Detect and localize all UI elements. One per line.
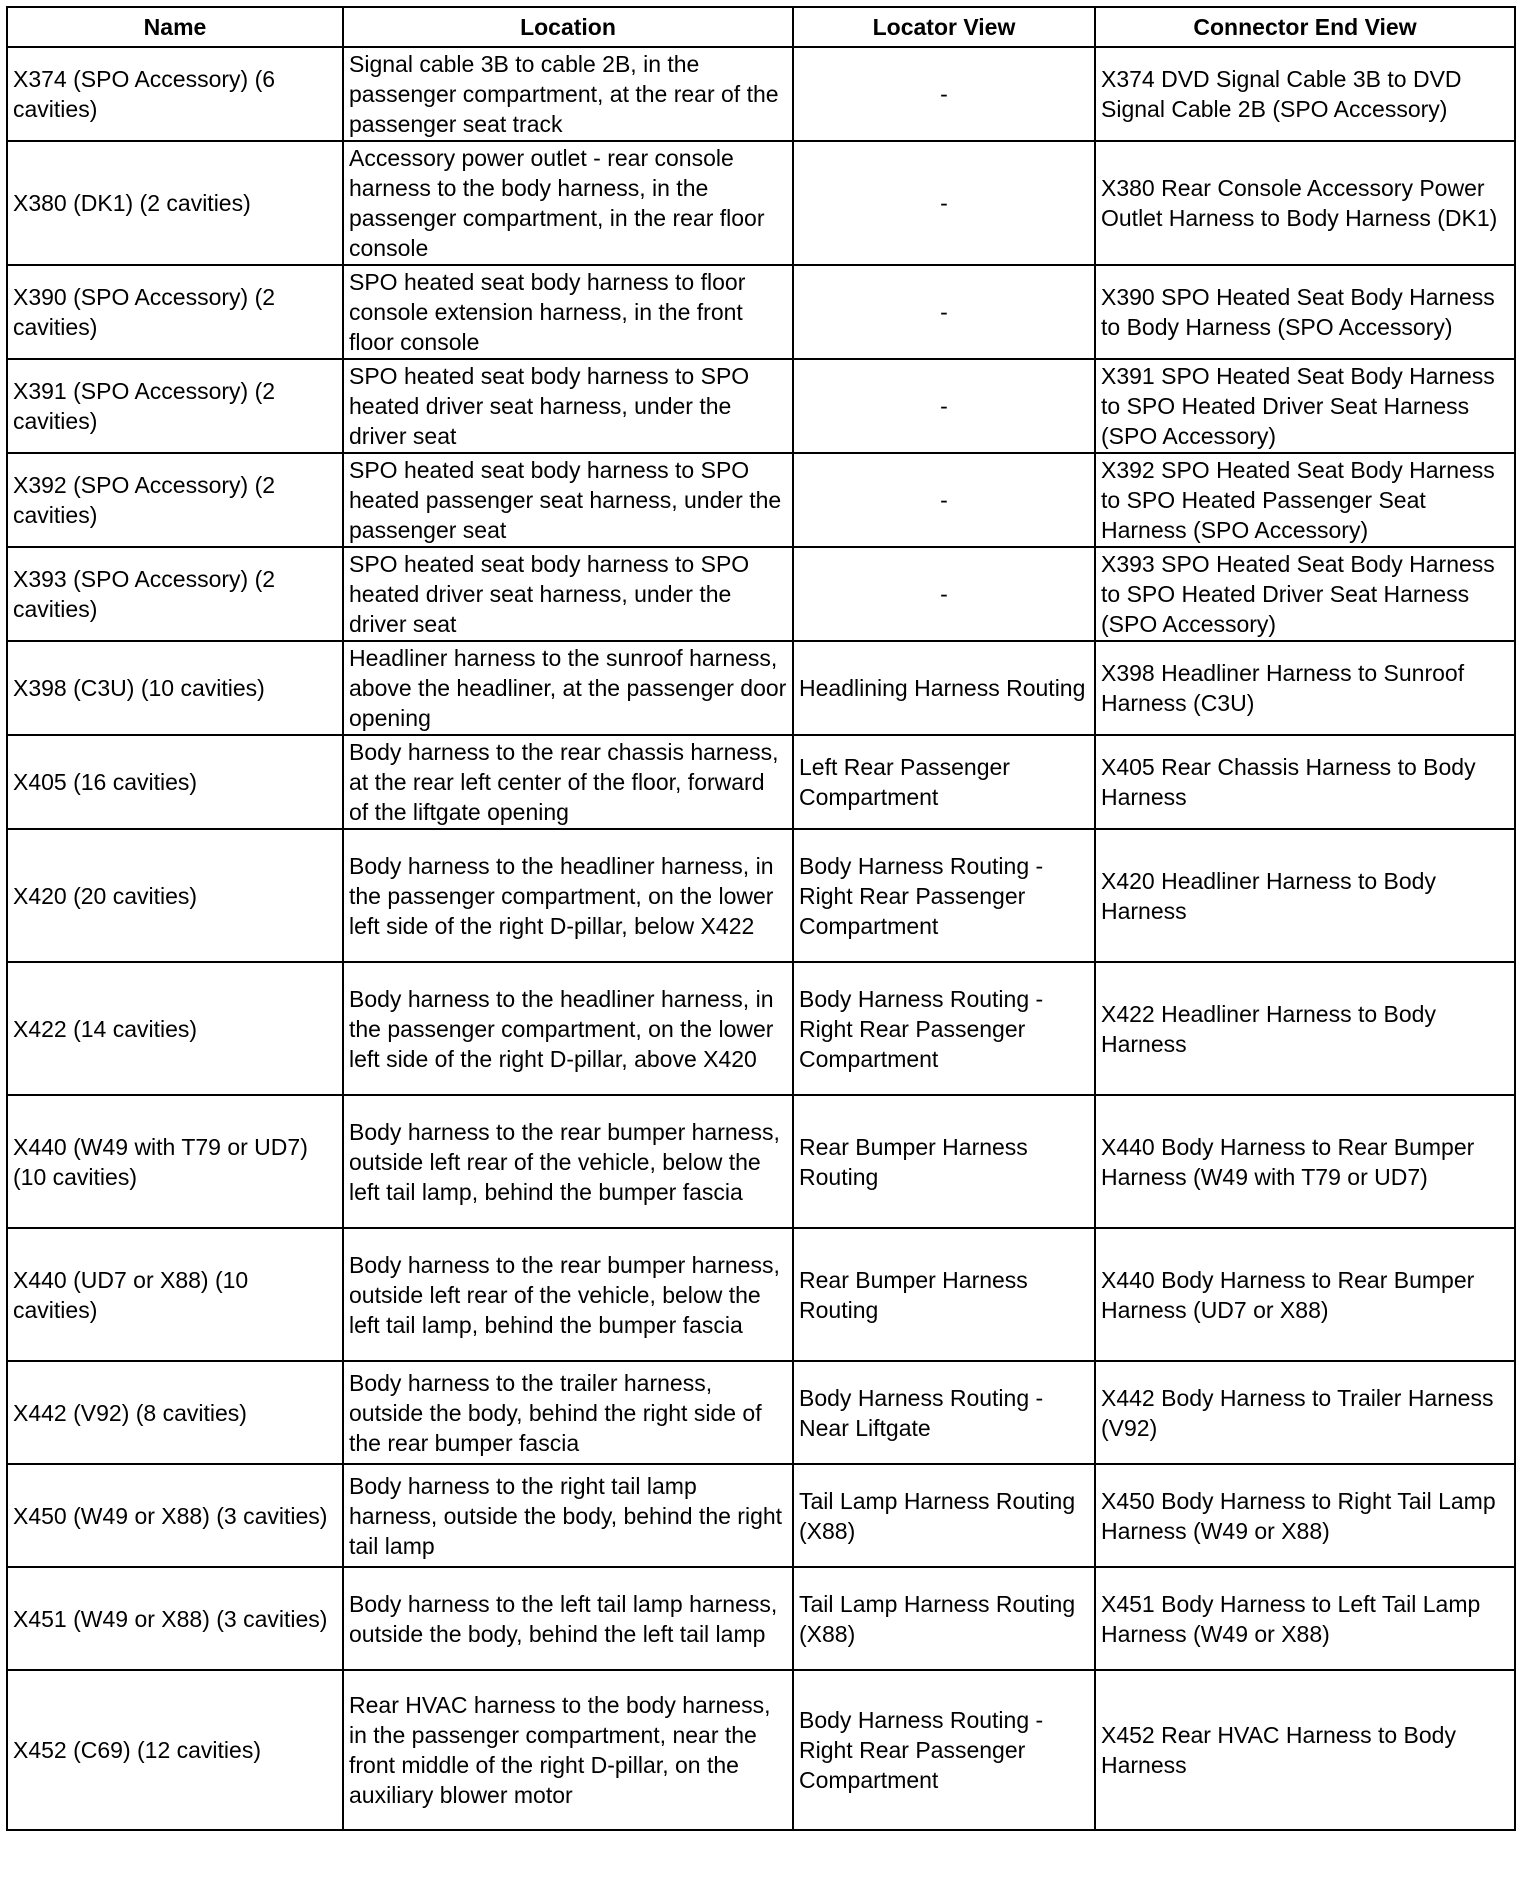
table-row bbox=[7, 1361, 1515, 1464]
cell-name: X393 (SPO Accessory) (2 cavities) bbox=[7, 547, 343, 641]
cell-location: Body harness to the rear bumper harness, outside left rear of the vehicle, below the left tail lamp, behind the bumper fascia bbox=[343, 1095, 793, 1228]
cell-location: Body harness to the headliner harness, in the passenger compartment, on the lower left side of the right D-pillar, below X422 bbox=[343, 829, 793, 962]
table-row bbox=[7, 962, 1515, 1095]
table-row bbox=[7, 1464, 1515, 1567]
cell-location: Accessory power outlet - rear console harness to the body harness, in the passenger compartment, in the rear floor console bbox=[343, 141, 793, 265]
cell-connector-end-view: X451 Body Harness to Left Tail Lamp Harness (W49 or X88) bbox=[1095, 1567, 1515, 1670]
cell-location: Body harness to the left tail lamp harness, outside the body, behind the left tail lamp bbox=[343, 1567, 793, 1670]
column-header-name: Name bbox=[7, 7, 343, 47]
cell-name: X451 (W49 or X88) (3 cavities) bbox=[7, 1567, 343, 1670]
cell-location: Signal cable 3B to cable 2B, in the passenger compartment, at the rear of the passenger seat track bbox=[343, 47, 793, 141]
cell-locator-view: - bbox=[793, 141, 1095, 265]
table-row bbox=[7, 1095, 1515, 1228]
cell-locator-view: - bbox=[793, 547, 1095, 641]
table-row bbox=[7, 453, 1515, 547]
cell-location: Body harness to the right tail lamp harness, outside the body, behind the right tail lamp bbox=[343, 1464, 793, 1567]
cell-locator-view: - bbox=[793, 359, 1095, 453]
cell-locator-view: Body Harness Routing - Right Rear Passenger Compartment bbox=[793, 829, 1095, 962]
connector-table-page bbox=[6, 6, 1514, 1831]
cell-connector-end-view: X391 SPO Heated Seat Body Harness to SPO Heated Driver Seat Harness (SPO Accessory) bbox=[1095, 359, 1515, 453]
cell-location: SPO heated seat body harness to SPO heated driver seat harness, under the driver seat bbox=[343, 547, 793, 641]
cell-location: Rear HVAC harness to the body harness, in the passenger compartment, near the front middle of the right D-pillar, on the auxiliary blower motor bbox=[343, 1670, 793, 1830]
cell-name: X450 (W49 or X88) (3 cavities) bbox=[7, 1464, 343, 1567]
cell-connector-end-view: X405 Rear Chassis Harness to Body Harness bbox=[1095, 735, 1515, 829]
cell-locator-view: Rear Bumper Harness Routing bbox=[793, 1095, 1095, 1228]
cell-location: Body harness to the trailer harness, outside the body, behind the right side of the rear bumper fascia bbox=[343, 1361, 793, 1464]
table-row bbox=[7, 141, 1515, 265]
cell-name: X452 (C69) (12 cavities) bbox=[7, 1670, 343, 1830]
table-row bbox=[7, 1228, 1515, 1361]
cell-name: X380 (DK1) (2 cavities) bbox=[7, 141, 343, 265]
cell-name: X405 (16 cavities) bbox=[7, 735, 343, 829]
cell-name: X422 (14 cavities) bbox=[7, 962, 343, 1095]
cell-location: Body harness to the rear bumper harness, outside left rear of the vehicle, below the left tail lamp, behind the bumper fascia bbox=[343, 1228, 793, 1361]
cell-locator-view: - bbox=[793, 265, 1095, 359]
cell-location: SPO heated seat body harness to SPO heated driver seat harness, under the driver seat bbox=[343, 359, 793, 453]
cell-connector-end-view: X380 Rear Console Accessory Power Outlet Harness to Body Harness (DK1) bbox=[1095, 141, 1515, 265]
cell-locator-view: Rear Bumper Harness Routing bbox=[793, 1228, 1095, 1361]
cell-connector-end-view: X450 Body Harness to Right Tail Lamp Harness (W49 or X88) bbox=[1095, 1464, 1515, 1567]
table-row bbox=[7, 547, 1515, 641]
cell-location: Headliner harness to the sunroof harness, above the headliner, at the passenger door opening bbox=[343, 641, 793, 735]
cell-location: Body harness to the rear chassis harness, at the rear left center of the floor, forward of the liftgate opening bbox=[343, 735, 793, 829]
cell-locator-view: Tail Lamp Harness Routing (X88) bbox=[793, 1464, 1095, 1567]
cell-location: SPO heated seat body harness to floor console extension harness, in the front floor console bbox=[343, 265, 793, 359]
table-row bbox=[7, 265, 1515, 359]
cell-locator-view: - bbox=[793, 453, 1095, 547]
cell-location: Body harness to the headliner harness, in the passenger compartment, on the lower left side of the right D-pillar, above X420 bbox=[343, 962, 793, 1095]
cell-name: X392 (SPO Accessory) (2 cavities) bbox=[7, 453, 343, 547]
cell-locator-view: Tail Lamp Harness Routing (X88) bbox=[793, 1567, 1095, 1670]
cell-locator-view: - bbox=[793, 47, 1095, 141]
table-header-row bbox=[7, 7, 1515, 47]
table-row bbox=[7, 1670, 1515, 1830]
cell-connector-end-view: X422 Headliner Harness to Body Harness bbox=[1095, 962, 1515, 1095]
cell-connector-end-view: X398 Headliner Harness to Sunroof Harness (C3U) bbox=[1095, 641, 1515, 735]
cell-name: X391 (SPO Accessory) (2 cavities) bbox=[7, 359, 343, 453]
cell-locator-view: Body Harness Routing - Right Rear Passenger Compartment bbox=[793, 1670, 1095, 1830]
cell-name: X440 (W49 with T79 or UD7) (10 cavities) bbox=[7, 1095, 343, 1228]
column-header-locator-view: Locator View bbox=[793, 7, 1095, 47]
cell-name: X440 (UD7 or X88) (10 cavities) bbox=[7, 1228, 343, 1361]
cell-locator-view: Left Rear Passenger Compartment bbox=[793, 735, 1095, 829]
cell-connector-end-view: X374 DVD Signal Cable 3B to DVD Signal Cable 2B (SPO Accessory) bbox=[1095, 47, 1515, 141]
cell-connector-end-view: X440 Body Harness to Rear Bumper Harness (W49 with T79 or UD7) bbox=[1095, 1095, 1515, 1228]
cell-location: SPO heated seat body harness to SPO heated passenger seat harness, under the passenger seat bbox=[343, 453, 793, 547]
cell-connector-end-view: X390 SPO Heated Seat Body Harness to Body Harness (SPO Accessory) bbox=[1095, 265, 1515, 359]
cell-name: X398 (C3U) (10 cavities) bbox=[7, 641, 343, 735]
cell-connector-end-view: X452 Rear HVAC Harness to Body Harness bbox=[1095, 1670, 1515, 1830]
table-row bbox=[7, 359, 1515, 453]
table-row bbox=[7, 829, 1515, 962]
table-body bbox=[7, 47, 1515, 1830]
cell-connector-end-view: X442 Body Harness to Trailer Harness (V92) bbox=[1095, 1361, 1515, 1464]
column-header-location: Location bbox=[343, 7, 793, 47]
cell-connector-end-view: X393 SPO Heated Seat Body Harness to SPO Heated Driver Seat Harness (SPO Accessory) bbox=[1095, 547, 1515, 641]
cell-connector-end-view: X440 Body Harness to Rear Bumper Harness (UD7 or X88) bbox=[1095, 1228, 1515, 1361]
cell-locator-view: Headlining Harness Routing bbox=[793, 641, 1095, 735]
cell-locator-view: Body Harness Routing - Right Rear Passenger Compartment bbox=[793, 962, 1095, 1095]
table-row bbox=[7, 47, 1515, 141]
cell-connector-end-view: X420 Headliner Harness to Body Harness bbox=[1095, 829, 1515, 962]
cell-connector-end-view: X392 SPO Heated Seat Body Harness to SPO Heated Passenger Seat Harness (SPO Accessory) bbox=[1095, 453, 1515, 547]
cell-name: X420 (20 cavities) bbox=[7, 829, 343, 962]
table-row bbox=[7, 641, 1515, 735]
table-row bbox=[7, 735, 1515, 829]
cell-name: X442 (V92) (8 cavities) bbox=[7, 1361, 343, 1464]
cell-name: X374 (SPO Accessory) (6 cavities) bbox=[7, 47, 343, 141]
cell-name: X390 (SPO Accessory) (2 cavities) bbox=[7, 265, 343, 359]
column-header-connector-end-view: Connector End View bbox=[1095, 7, 1515, 47]
cell-locator-view: Body Harness Routing - Near Liftgate bbox=[793, 1361, 1095, 1464]
table-row bbox=[7, 1567, 1515, 1670]
connector-table bbox=[6, 6, 1516, 1831]
